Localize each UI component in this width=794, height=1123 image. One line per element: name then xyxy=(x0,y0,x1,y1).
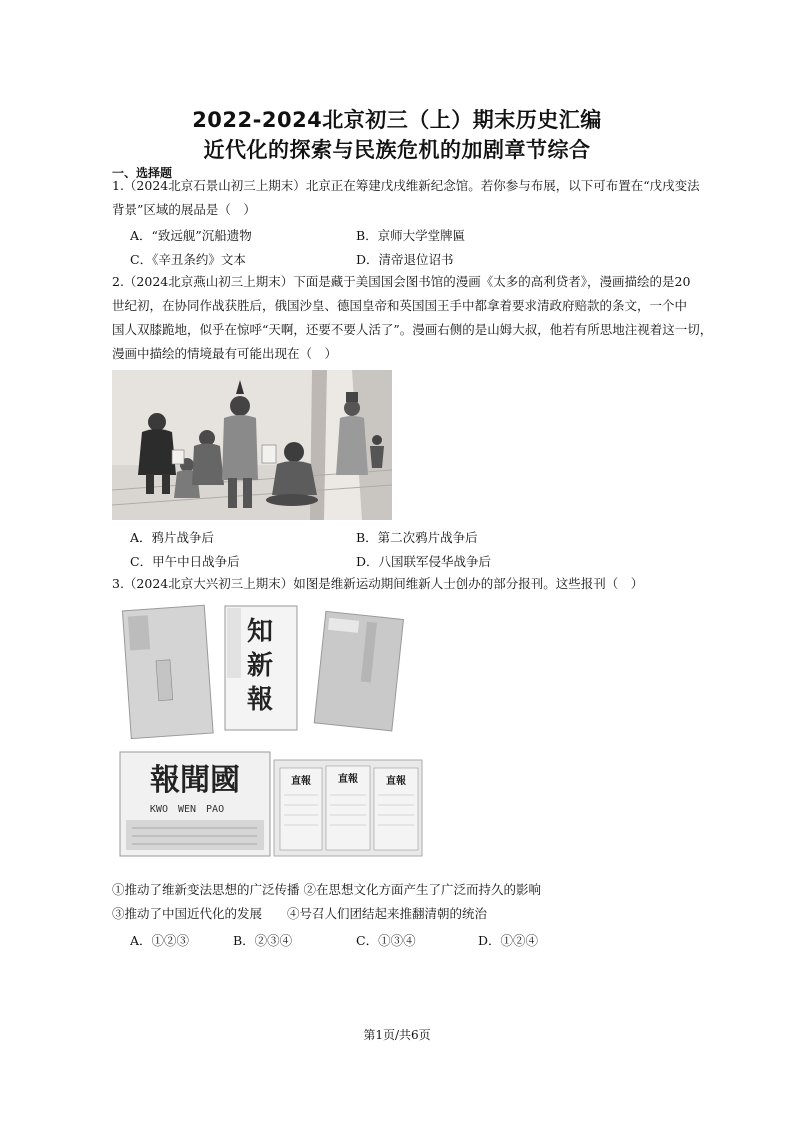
question-2-option-a: A．鸦片战争后 xyxy=(130,530,215,545)
question-1-stem-line-1: 1.（2024北京石景山初三上期末）北京正在筹建戊戌维新纪念馆。若你参与布展，以下可布置在“戊戌变法 xyxy=(112,178,700,193)
question-1-option-a: A．“致远舰”沉船遗物 xyxy=(130,228,252,243)
document-subtitle: 近代化的探索与民族危机的加剧章节综合 xyxy=(203,138,591,162)
question-3-statement-1: ①推动了维新变法思想的广泛传播 ②在思想文化方面产生了广泛而持久的影响 xyxy=(112,882,541,897)
question-2-option-b: B．第二次鸦片战争后 xyxy=(356,530,478,545)
zhibao-title-2: 直報 xyxy=(338,774,358,785)
zhibao-title-3: 直報 xyxy=(386,776,406,787)
question-1-option-b: B．京师大学堂牌匾 xyxy=(356,228,466,243)
guowenbao-title: 報聞國 xyxy=(150,763,240,798)
newspapers-photo xyxy=(112,600,432,862)
page-footer: 第1页/共6页 xyxy=(363,1028,431,1042)
document-title: 2022-2024北京初三（上）期末历史汇编 xyxy=(192,108,602,132)
zhibao-title-1: 直報 xyxy=(291,776,311,787)
question-1-stem-line-2: 背景”区域的展品是（ ） xyxy=(112,202,256,217)
question-3-option-b: B．②③④ xyxy=(233,933,293,948)
question-3-option-d: D．①②④ xyxy=(478,933,539,948)
question-3-option-c: C．①③④ xyxy=(356,933,416,948)
zhixinbao-char-3: 報 xyxy=(246,685,274,715)
section-heading: 一、选择题 xyxy=(112,166,173,180)
question-2-stem-line-4: 漫画中描绘的情境最有可能出现在（ ） xyxy=(112,346,338,361)
question-3-stem-line-1: 3.（2024北京大兴初三上期末）如图是维新运动期间维新人士创办的部分报刊。这些报刊（ ） xyxy=(112,576,644,591)
question-3-option-a: A．①②③ xyxy=(130,933,190,948)
zhixinbao-char-1: 知 xyxy=(246,617,274,647)
guowenbao-latin: KWO WEN PAO xyxy=(149,804,225,815)
question-2-option-c: C．甲午中日战争后 xyxy=(130,554,240,569)
question-1-option-d: D．清帝退位诏书 xyxy=(356,252,454,267)
question-2-stem-line-3: 国人双膝跪地，似乎在惊呼“天啊，还要不要人活了”。漫画右侧的是山姆大叔，他若有所思地注视着这一切， xyxy=(112,322,713,337)
question-3-statement-2: ③推动了中国近代化的发展 ④号召人们团结起来推翻清朝的统治 xyxy=(112,906,488,921)
cartoon-illustration xyxy=(112,370,392,520)
question-2-option-d: D．八国联军侵华战争后 xyxy=(356,554,492,569)
zhixinbao-char-2: 新 xyxy=(246,651,274,681)
question-1-option-c: C．《辛丑条约》文本 xyxy=(130,252,246,267)
question-2-stem-line-1: 2.（2024北京燕山初三上期末）下面是藏于美国国会图书馆的漫画《太多的高利贷者》，漫画描绘的是20 xyxy=(112,274,691,289)
question-2-stem-line-2: 世纪初，在协同作战获胜后，俄国沙皇、德国皇帝和英国国王手中都拿着要求清政府赔款的条文，一个中 xyxy=(112,298,688,313)
